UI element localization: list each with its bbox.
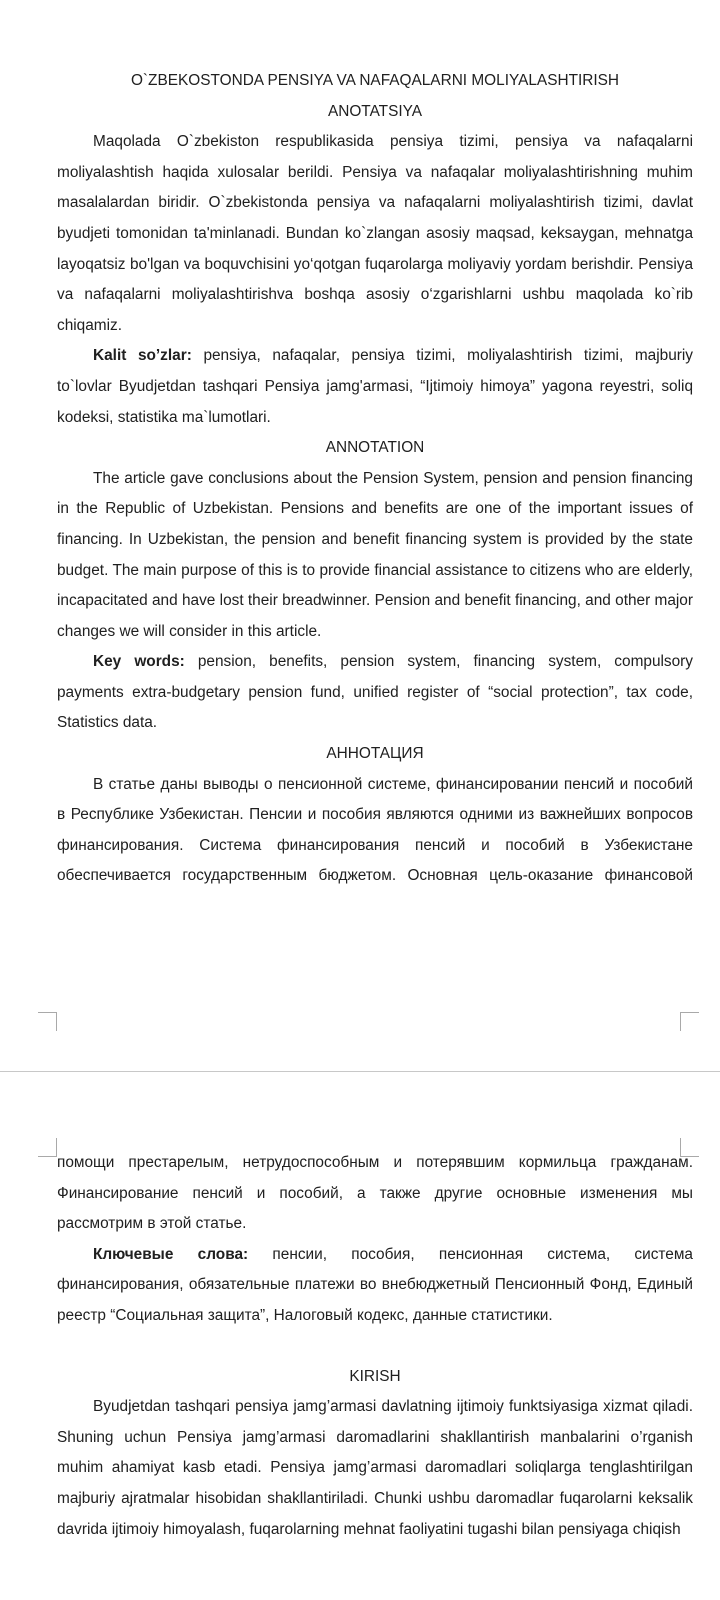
uz-keywords-text: pensiya, nafaqalar, pensiya tizimi, moliyalashtirish tizimi, majburiy to`lovlar Byudjetdan tashqari Pensiya jamg'armasi, “Ijtimoiy himoya” yagona reyestri, soliq kodeksi, statistika ma`lumotlari. (57, 347, 694, 426)
ru-keywords-text: пенсии, пособия, пенсионная система, система финансирования, обязательные платежи во внебюджетный Пенсионный Фонд, Единый реестр “Социальная защита”, Налоговый кодекс, данные статистики. (57, 1245, 693, 1324)
ru-abstract-text-part1: В статье даны выводы о пенсионной системе, финансировании пенсий и пособий в Республике Узбекистан. Пенсии и пособия являются одними из важнейших вопросов финансирования. Система финансирования пенсий и пособий в Узбекистане обеспечивается государственным бюджетом. Основная цель-оказание финансовой (57, 775, 693, 885)
uz-abstract-heading: ANOTATSIYA (327, 102, 423, 120)
article-title: O`ZBEKOSTONDA PENSIYA VA NAFAQALARNI MOLIYALASHTIRISH (130, 72, 620, 89)
en-keywords-label: Key words: (93, 653, 185, 671)
page-corner-mark (38, 1012, 57, 1031)
page-corner-mark (680, 1012, 699, 1031)
uz-abstract-text: Maqolada O`zbekiston respublikasida pensiya tizimi, pensiya va nafaqalarni moliyalashtish haqida xulosalar berildi. Pensiya va nafaqalar moliyalashtirishning muhim masalalardan biridir. O`zbekistonda pensiya va nafaqalarni moliyalashtirish tizimi, davlat byudjeti tomonidan ta'minlanadi. Bundan ko`zlangan asosiy maqsad, keksaygan, mehnatga layoqatsiz bo'lgan va boquvchisini yo‘qotgan fuqarolarga moliyaviy yordam berishdir. Pensiya va nafaqalarni moliyalashtirishva boshqa asosiy o‘zgarishlarni ushbu maqolada ko`rib chiqamiz. (57, 133, 693, 334)
document-page-2 (0, 1072, 720, 1600)
en-keywords-text: pension, benefits, pension system, financing system, compulsory payments extra-budgetary pension fund, unified register of “social protection”, tax code, Statistics data. (57, 653, 694, 732)
en-keywords (57, 647, 693, 739)
page-2-text (57, 1148, 693, 1545)
page-1-text (57, 66, 693, 892)
ru-abstract-heading: АННОТАЦИЯ (326, 745, 424, 763)
uz-keywords-label: Kalit so’zlar: (93, 347, 192, 365)
uz-keywords (57, 341, 693, 433)
page-corner-mark (38, 1138, 57, 1157)
ru-abstract-text-part2: помощи престарелым, нетрудоспособным и потерявшим кормильца гражданам. Финансирование пенсий и пособий, а также другие основные изменения мы рассмотрим в этой статье. (57, 1154, 693, 1233)
ru-keywords-label: Ключевые слова: (93, 1245, 249, 1263)
intro-heading: KIRISH (349, 1367, 401, 1385)
intro-text: Byudjetdan tashqari pensiya jamg’armasi davlatning ijtimoiy funktsiyasiga xizmat qiladi. Shuning uchun Pensiya jamg’armasi daromadlarini shakllantirish manbalarini o’rganish muhim ahamiyat kasb etadi. Pensiya jamg’armasi daromadlari soliqlarga tenglashtirilgan majburiy ajratmalar hisobidan shakllantiriladi. Chunki ushbu daromadlar fuqarolarni keksalik davrida ijtimoiy himoyalash, fuqarolarning mehnat faoliyatini tugashi bilan pensiyaga chiqish (57, 1398, 693, 1538)
ru-keywords (57, 1240, 693, 1332)
en-abstract-text: The article gave conclusions about the Pension System, pension and pension financing in the Republic of Uzbekistan. Pensions and benefits are one of the important issues of financing. In Uzbekistan, the pension and benefit financing system is provided by the state budget. The main purpose of this is to provide financial assistance to citizens who are elderly, incapacitated and have lost their breadwinner. Pension and benefit financing, and other major changes we will consider in this article. (57, 469, 693, 640)
en-abstract-heading: ANNOTATION (325, 439, 425, 457)
